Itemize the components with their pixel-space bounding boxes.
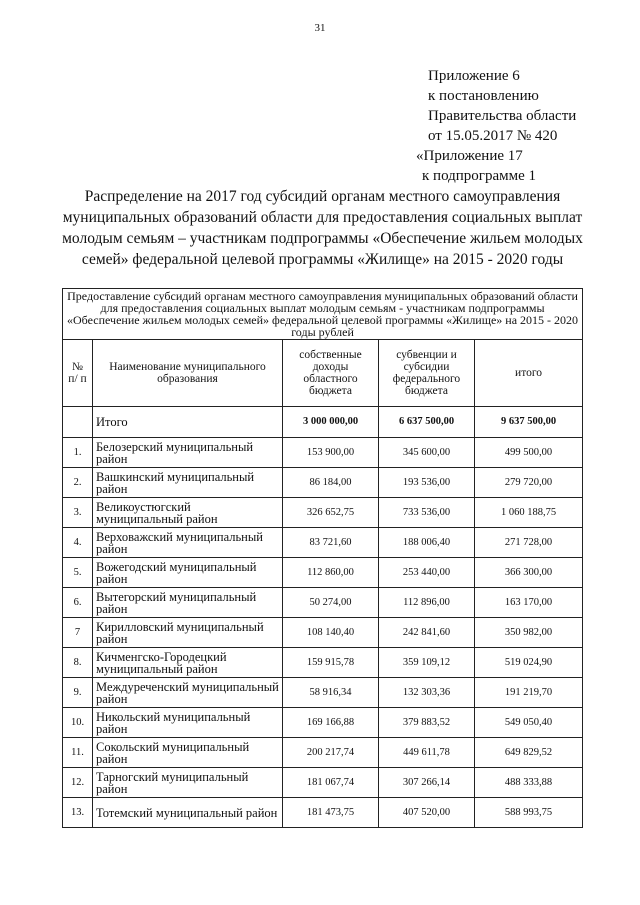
row-total-value: 279 720,00 — [475, 468, 583, 498]
row-total-value: 549 050,40 — [475, 708, 583, 738]
federal-subsidy-value: 407 520,00 — [379, 798, 475, 828]
municipality-name: Верховажский муниципальный район — [93, 528, 283, 558]
row-total-value: 191 219,70 — [475, 678, 583, 708]
header-total: итого — [475, 340, 583, 407]
municipality-name: Никольский муниципальный район — [93, 708, 283, 738]
row-total-value: 519 024,90 — [475, 648, 583, 678]
federal-subsidy-value: 379 883,52 — [379, 708, 475, 738]
own-revenue-value: 159 915,78 — [283, 648, 379, 678]
appendix-line-1: Приложение 6 — [428, 68, 520, 84]
municipality-name: Кичменгско-Городецкий муниципальный район — [93, 648, 283, 678]
own-revenue-value: 326 652,75 — [283, 498, 379, 528]
table-row — [63, 618, 583, 648]
row-number: 13. — [63, 798, 93, 828]
municipality-name: Тарногский муниципальный район — [93, 768, 283, 798]
municipality-name: Вытегорский муниципальный район — [93, 588, 283, 618]
federal-subsidy-value: 253 440,00 — [379, 558, 475, 588]
appendix-line-2: к постановлению — [428, 88, 539, 104]
header-name: Наименование муниципального образования — [93, 340, 283, 407]
table-row — [63, 798, 583, 828]
municipality-name: Тотемский муниципальный район — [93, 798, 283, 828]
federal-subsidy-value: 112 896,00 — [379, 588, 475, 618]
table-row — [63, 708, 583, 738]
subsidy-table — [62, 288, 583, 828]
own-revenue-value: 83 721,60 — [283, 528, 379, 558]
table-row — [63, 678, 583, 708]
row-total-value: 499 500,00 — [475, 438, 583, 468]
table-caption: Предоставление субсидий органам местного самоуправления муниципальных образований области для предоставления социальных выплат молодым семьям - участникам подпрограммы «Обеспечение жильем молодых семей» федеральной целевой программы «Жилище» на 2015 - 2020 годы рублей — [63, 289, 583, 340]
row-number: 2. — [63, 468, 93, 498]
table-row — [63, 528, 583, 558]
federal-subsidy-value: 132 303,36 — [379, 678, 475, 708]
federal-subsidy-value: 242 841,60 — [379, 618, 475, 648]
total-own: 3 000 000,00 — [283, 407, 379, 438]
federal-subsidy-value: 359 109,12 — [379, 648, 475, 678]
own-revenue-value: 169 166,88 — [283, 708, 379, 738]
row-number: 11. — [63, 738, 93, 768]
federal-subsidy-value: 733 536,00 — [379, 498, 475, 528]
row-total-value: 350 982,00 — [475, 618, 583, 648]
total-label: Итого — [93, 407, 283, 438]
table-row — [63, 558, 583, 588]
row-total-value: 163 170,00 — [475, 588, 583, 618]
row-total-value: 1 060 188,75 — [475, 498, 583, 528]
table-row — [63, 438, 583, 468]
total-row — [63, 407, 583, 438]
own-revenue-value: 112 860,00 — [283, 558, 379, 588]
federal-subsidy-value: 307 266,14 — [379, 768, 475, 798]
row-number: 12. — [63, 768, 93, 798]
row-number: 6. — [63, 588, 93, 618]
row-total-value: 488 333,88 — [475, 768, 583, 798]
own-revenue-value: 58 916,34 — [283, 678, 379, 708]
table-row — [63, 768, 583, 798]
total-sum: 9 637 500,00 — [475, 407, 583, 438]
municipality-name: Великоустюгский муниципальный район — [93, 498, 283, 528]
row-number: 4. — [63, 528, 93, 558]
row-number: 5. — [63, 558, 93, 588]
appendix-line-6: к подпрограмме 1 — [422, 168, 536, 184]
federal-subsidy-value: 193 536,00 — [379, 468, 475, 498]
own-revenue-value: 86 184,00 — [283, 468, 379, 498]
municipality-name: Сокольский муниципальный район — [93, 738, 283, 768]
row-number: 3. — [63, 498, 93, 528]
own-revenue-value: 200 217,74 — [283, 738, 379, 768]
row-number: 8. — [63, 648, 93, 678]
row-total-value: 588 993,75 — [475, 798, 583, 828]
row-total-value: 649 829,52 — [475, 738, 583, 768]
row-number: 10. — [63, 708, 93, 738]
appendix-line-3: Правительства области — [428, 108, 577, 124]
total-fed: 6 637 500,00 — [379, 407, 475, 438]
row-number: 7 — [63, 618, 93, 648]
row-number: 9. — [63, 678, 93, 708]
appendix-line-4: от 15.05.2017 № 420 — [428, 128, 558, 144]
federal-subsidy-value: 188 006,40 — [379, 528, 475, 558]
header-federal-subsidy: субвенции и субсидии федерального бюджета — [379, 340, 475, 407]
federal-subsidy-value: 449 611,78 — [379, 738, 475, 768]
table-header-row — [63, 340, 583, 407]
municipality-name: Междуреченский муниципальный район — [93, 678, 283, 708]
own-revenue-value: 50 274,00 — [283, 588, 379, 618]
table-row — [63, 588, 583, 618]
header-own-revenue: собственные доходы областного бюджета — [283, 340, 379, 407]
header-num: № п/ п — [63, 340, 93, 407]
table-row — [63, 468, 583, 498]
municipality-name: Кирилловский муниципальный район — [93, 618, 283, 648]
own-revenue-value: 181 067,74 — [283, 768, 379, 798]
page-number: 31 — [314, 22, 326, 34]
municipality-name: Белозерский муниципальный район — [93, 438, 283, 468]
document-title: Распределение на 2017 год субсидий органам местного самоуправления муниципальных образований области для предоставления социальных выплат молодым семьям – участникам подпрограммы «Обеспечение жильем молодых семей» федеральной целевой программы «Жилище» на 2015 - 2020 годы — [62, 188, 583, 268]
own-revenue-value: 181 473,75 — [283, 798, 379, 828]
own-revenue-value: 108 140,40 — [283, 618, 379, 648]
row-number: 1. — [63, 438, 93, 468]
table-row — [63, 648, 583, 678]
own-revenue-value: 153 900,00 — [283, 438, 379, 468]
table-row — [63, 498, 583, 528]
row-total-value: 366 300,00 — [475, 558, 583, 588]
municipality-name: Вожегодский муниципальный район — [93, 558, 283, 588]
appendix-reference — [416, 66, 577, 186]
municipality-name: Вашкинский муниципальный район — [93, 468, 283, 498]
total-num-cell — [63, 407, 93, 438]
row-total-value: 271 728,00 — [475, 528, 583, 558]
federal-subsidy-value: 345 600,00 — [379, 438, 475, 468]
appendix-line-5: «Приложение 17 — [416, 148, 523, 164]
table-row — [63, 738, 583, 768]
